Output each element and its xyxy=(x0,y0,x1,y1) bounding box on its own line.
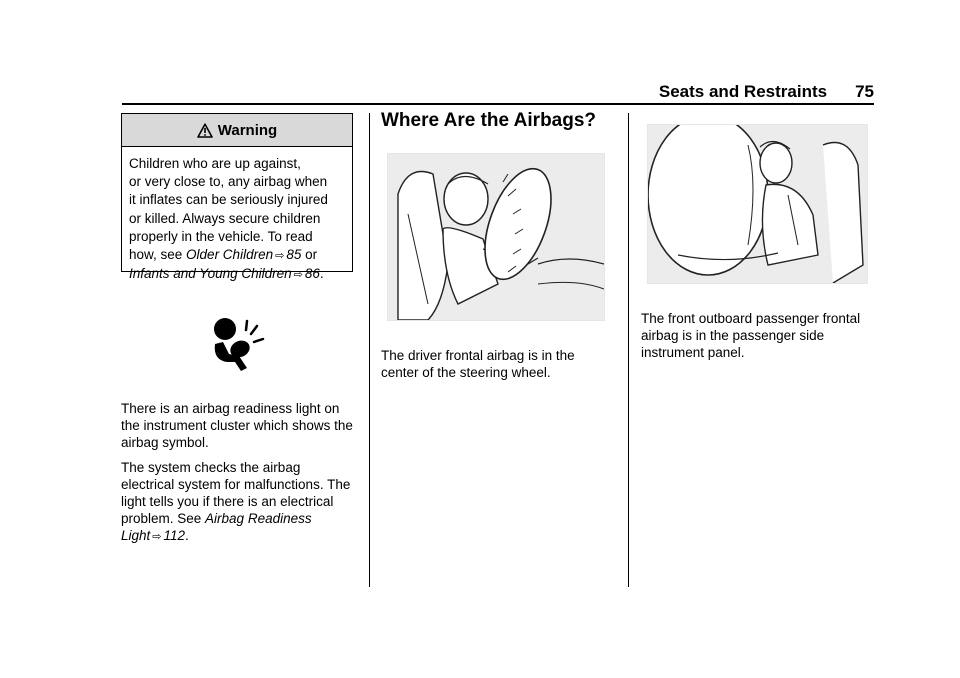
warning-ref-suffix: . xyxy=(319,266,324,282)
driver-airbag-drawing xyxy=(388,154,604,320)
warning-icon xyxy=(197,123,213,138)
link-title: Airbag Readiness Light xyxy=(121,511,312,543)
warning-line: it inflates can be seriously injured xyxy=(129,192,328,208)
link-page: 86 xyxy=(304,266,320,282)
page-header xyxy=(122,82,874,102)
readiness-light-paragraph: There is an airbag readiness light on the instrument cluster which shows the airbag symbol. xyxy=(121,401,353,450)
xref-arrow-icon: ⇨ xyxy=(293,269,303,282)
driver-airbag-caption: The driver frontal airbag is in the center of the steering wheel. xyxy=(381,348,575,380)
section-title-header: Seats and Restraints xyxy=(658,82,828,101)
system-check-text: The system checks the airbag electrical system for malfunctions. The light tells you if there is an electrical problem. See xyxy=(121,460,351,526)
warning-body xyxy=(122,147,352,284)
warning-line: or very close to, any airbag when xyxy=(129,174,328,190)
warning-line: or killed. Always secure children xyxy=(129,210,321,226)
page-number: 75 xyxy=(855,82,874,101)
column2-caption xyxy=(381,347,613,389)
link-page: 112 xyxy=(163,528,186,543)
warning-line xyxy=(129,246,346,265)
warning-title: Warning xyxy=(217,121,278,139)
link-older-children[interactable] xyxy=(186,247,301,262)
driver-airbag-illustration xyxy=(387,153,605,321)
xref-arrow-icon: ⇨ xyxy=(275,250,285,263)
warning-box xyxy=(121,113,353,282)
link-title: Infants and Young Children xyxy=(129,266,292,282)
passenger-airbag-caption: The front outboard passenger frontal airbag is in the passenger side instrument panel. xyxy=(641,311,861,360)
link-title: Older Children xyxy=(186,247,274,263)
system-check-paragraph xyxy=(121,459,353,546)
link-infants-young-children[interactable] xyxy=(129,266,320,281)
column-divider-1 xyxy=(369,113,370,587)
xref-arrow-icon: ⇨ xyxy=(152,531,162,543)
column-divider-2 xyxy=(628,113,629,587)
link-page: 85 xyxy=(286,247,302,263)
paragraph-suffix: . xyxy=(185,528,189,543)
passenger-airbag-illustration xyxy=(647,124,868,284)
passenger-airbag-drawing xyxy=(648,125,867,283)
section-heading: Where Are the Airbags? xyxy=(381,110,597,131)
header-rule xyxy=(122,103,874,105)
warning-line xyxy=(129,265,346,284)
warning-line: Children who are up against, xyxy=(129,156,301,171)
airbag-readiness-icon xyxy=(213,316,265,372)
warning-header xyxy=(122,114,352,147)
column1-text xyxy=(121,400,353,554)
warning-ref-suffix: or xyxy=(301,247,318,263)
warning-ref-prefix: how, see xyxy=(129,247,187,263)
column3-caption xyxy=(641,310,873,369)
warning-line: properly in the vehicle. To read xyxy=(129,228,313,244)
